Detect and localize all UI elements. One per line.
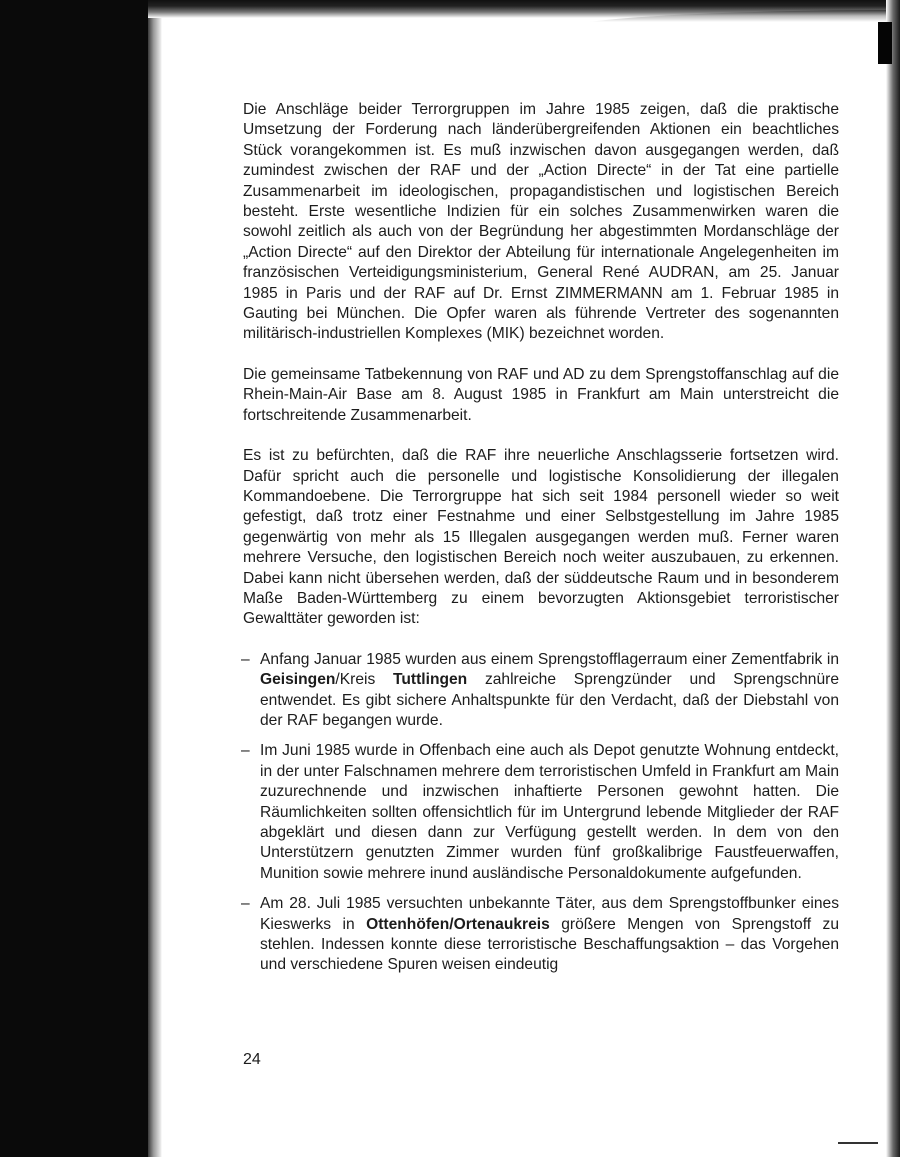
list-item [243,894,839,976]
bullet-dash: – [241,650,250,668]
bullet-1-place-geisingen: Geisingen [260,671,336,689]
binding-shadow [0,0,148,1157]
bullet-3-text-before: Am 28. Juli 1985 versuchten unbekannte Täter, aus dem Sprengstoffbunker eines Kieswerks in [260,895,839,933]
page-number: 24 [243,1051,261,1068]
bullet-2-text: Im Juni 1985 wurde in Offenbach eine auch als Depot genutzte Wohnung entdeckt, in der unter Falschnamen mehrere dem terroristischen Umfeld in Frankfurt am Main zuzurechnende und inzwischen inhaftierte Personen gewohnt hatten. Die Räumlichkeiten sollten offensichtlich für im Untergrund lebende Mitglieder der RAF abgeklärt und diesen dann zur Verfügung gestellt werden. In dem von den Unterstützern genutzten Zimmer wurden fünf großkalibrige Faustfeuerwaffen, Munition sowie mehrere inund ausländische Personaldokumente aufgefunden. [260,742,839,882]
paragraph-1: Die Anschläge beider Terrorgruppen im Jahre 1985 zeigen, daß die praktische Umsetzung der Forderung nach länderübergreifenden Aktionen ein beachtliches Stück vorangekommen ist. Es muß inzwischen davon ausgegangen werden, daß zumindest zwischen der RAF und der „Action Directe“ in der Tat eine partielle Zusammenarbeit im ideologischen, propagandistischen und logistischen Bereich besteht. Erste wesentliche Indizien für ein solches Zusammenwirken waren die sowohl zeitlich als auch von der Begründung her abgestimmten Mordanschläge der „Action Directe“ auf den Direktor der Abteilung für internationale Angelegenheiten im französischen Verteidigungsministerium, General René AUDRAN, am 25. Januar 1985 in Paris und der RAF auf Dr. Ernst ZIMMERMANN am 1. Februar 1985 in Gauting bei München. Die Opfer waren als führende Vertreter des sogenannten militärisch-industriellen Komplexes (MIK) bezeichnet worden. [243,101,839,343]
bottom-edge-mark [838,1142,878,1144]
bullet-1-place-tuttlingen: Tuttlingen [393,671,468,689]
page-text [243,100,839,986]
list-item [243,650,839,732]
bullet-1-text-before: Anfang Januar 1985 wurden aus einem Sprengstofflagerraum einer Zementfabrik in [260,650,839,668]
right-edge-tab [878,22,892,64]
list-item [243,741,839,884]
bullet-1-text-middle: /Kreis [335,671,393,689]
binding-edge [148,0,162,1157]
paragraph-3: Es ist zu befürchten, daß die RAF ihre neuerliche Anschlagsserie fortsetzen wird. Dafür spricht auch die personelle und logistische Konsolidierung der illegalen Kommandoebene. Die Terrorgruppe hat sich seit 1984 personell wieder so weit gefestigt, daß trotz einer Festnahme und einer Selbstgestellung im Jahre 1985 gegenwärtig von mehr als 15 Illegalen ausgegangen werden muß. Ferner waren mehrere Versuche, den logistischen Bereich noch weiter auszubauen, zu erkennen. Dabei kann nicht übersehen werden, daß der süddeutsche Raum und in besonderem Maße Baden-Württemberg zu einem bevorzugten Aktionsgebiet terroristischer Gewalttäter geworden ist: [243,447,839,628]
right-page-edge [886,0,900,1157]
bullet-dash: – [241,895,250,913]
paragraph-2: Die gemeinsame Tatbekennung von RAF und AD zu dem Sprengstoffanschlag auf die Rhein-Main-Air Base am 8. August 1985 in Frankfurt am Main unterstreicht die fortschreitende Zusammenarbeit. [243,365,839,424]
bullet-3-text-after: größere Mengen von Sprengstoff zu stehlen. Indessen konnte diese terroristische Beschaffungsaktion – das Vorgehen und verschiedene Spuren weisen eindeutig [260,915,840,974]
bullet-list [243,650,839,976]
bullet-1-text-after: zahlreiche Sprengzünder und Sprengschnüre entwendet. Es gibt sichere Anhaltspunkte für den Verdacht, daß der Diebstahl von der RAF begangen wurde. [260,671,839,729]
bullet-3-place-ottenhoefen: Ottenhöfen/Ortenaukreis [366,915,550,933]
bullet-dash: – [241,742,250,760]
